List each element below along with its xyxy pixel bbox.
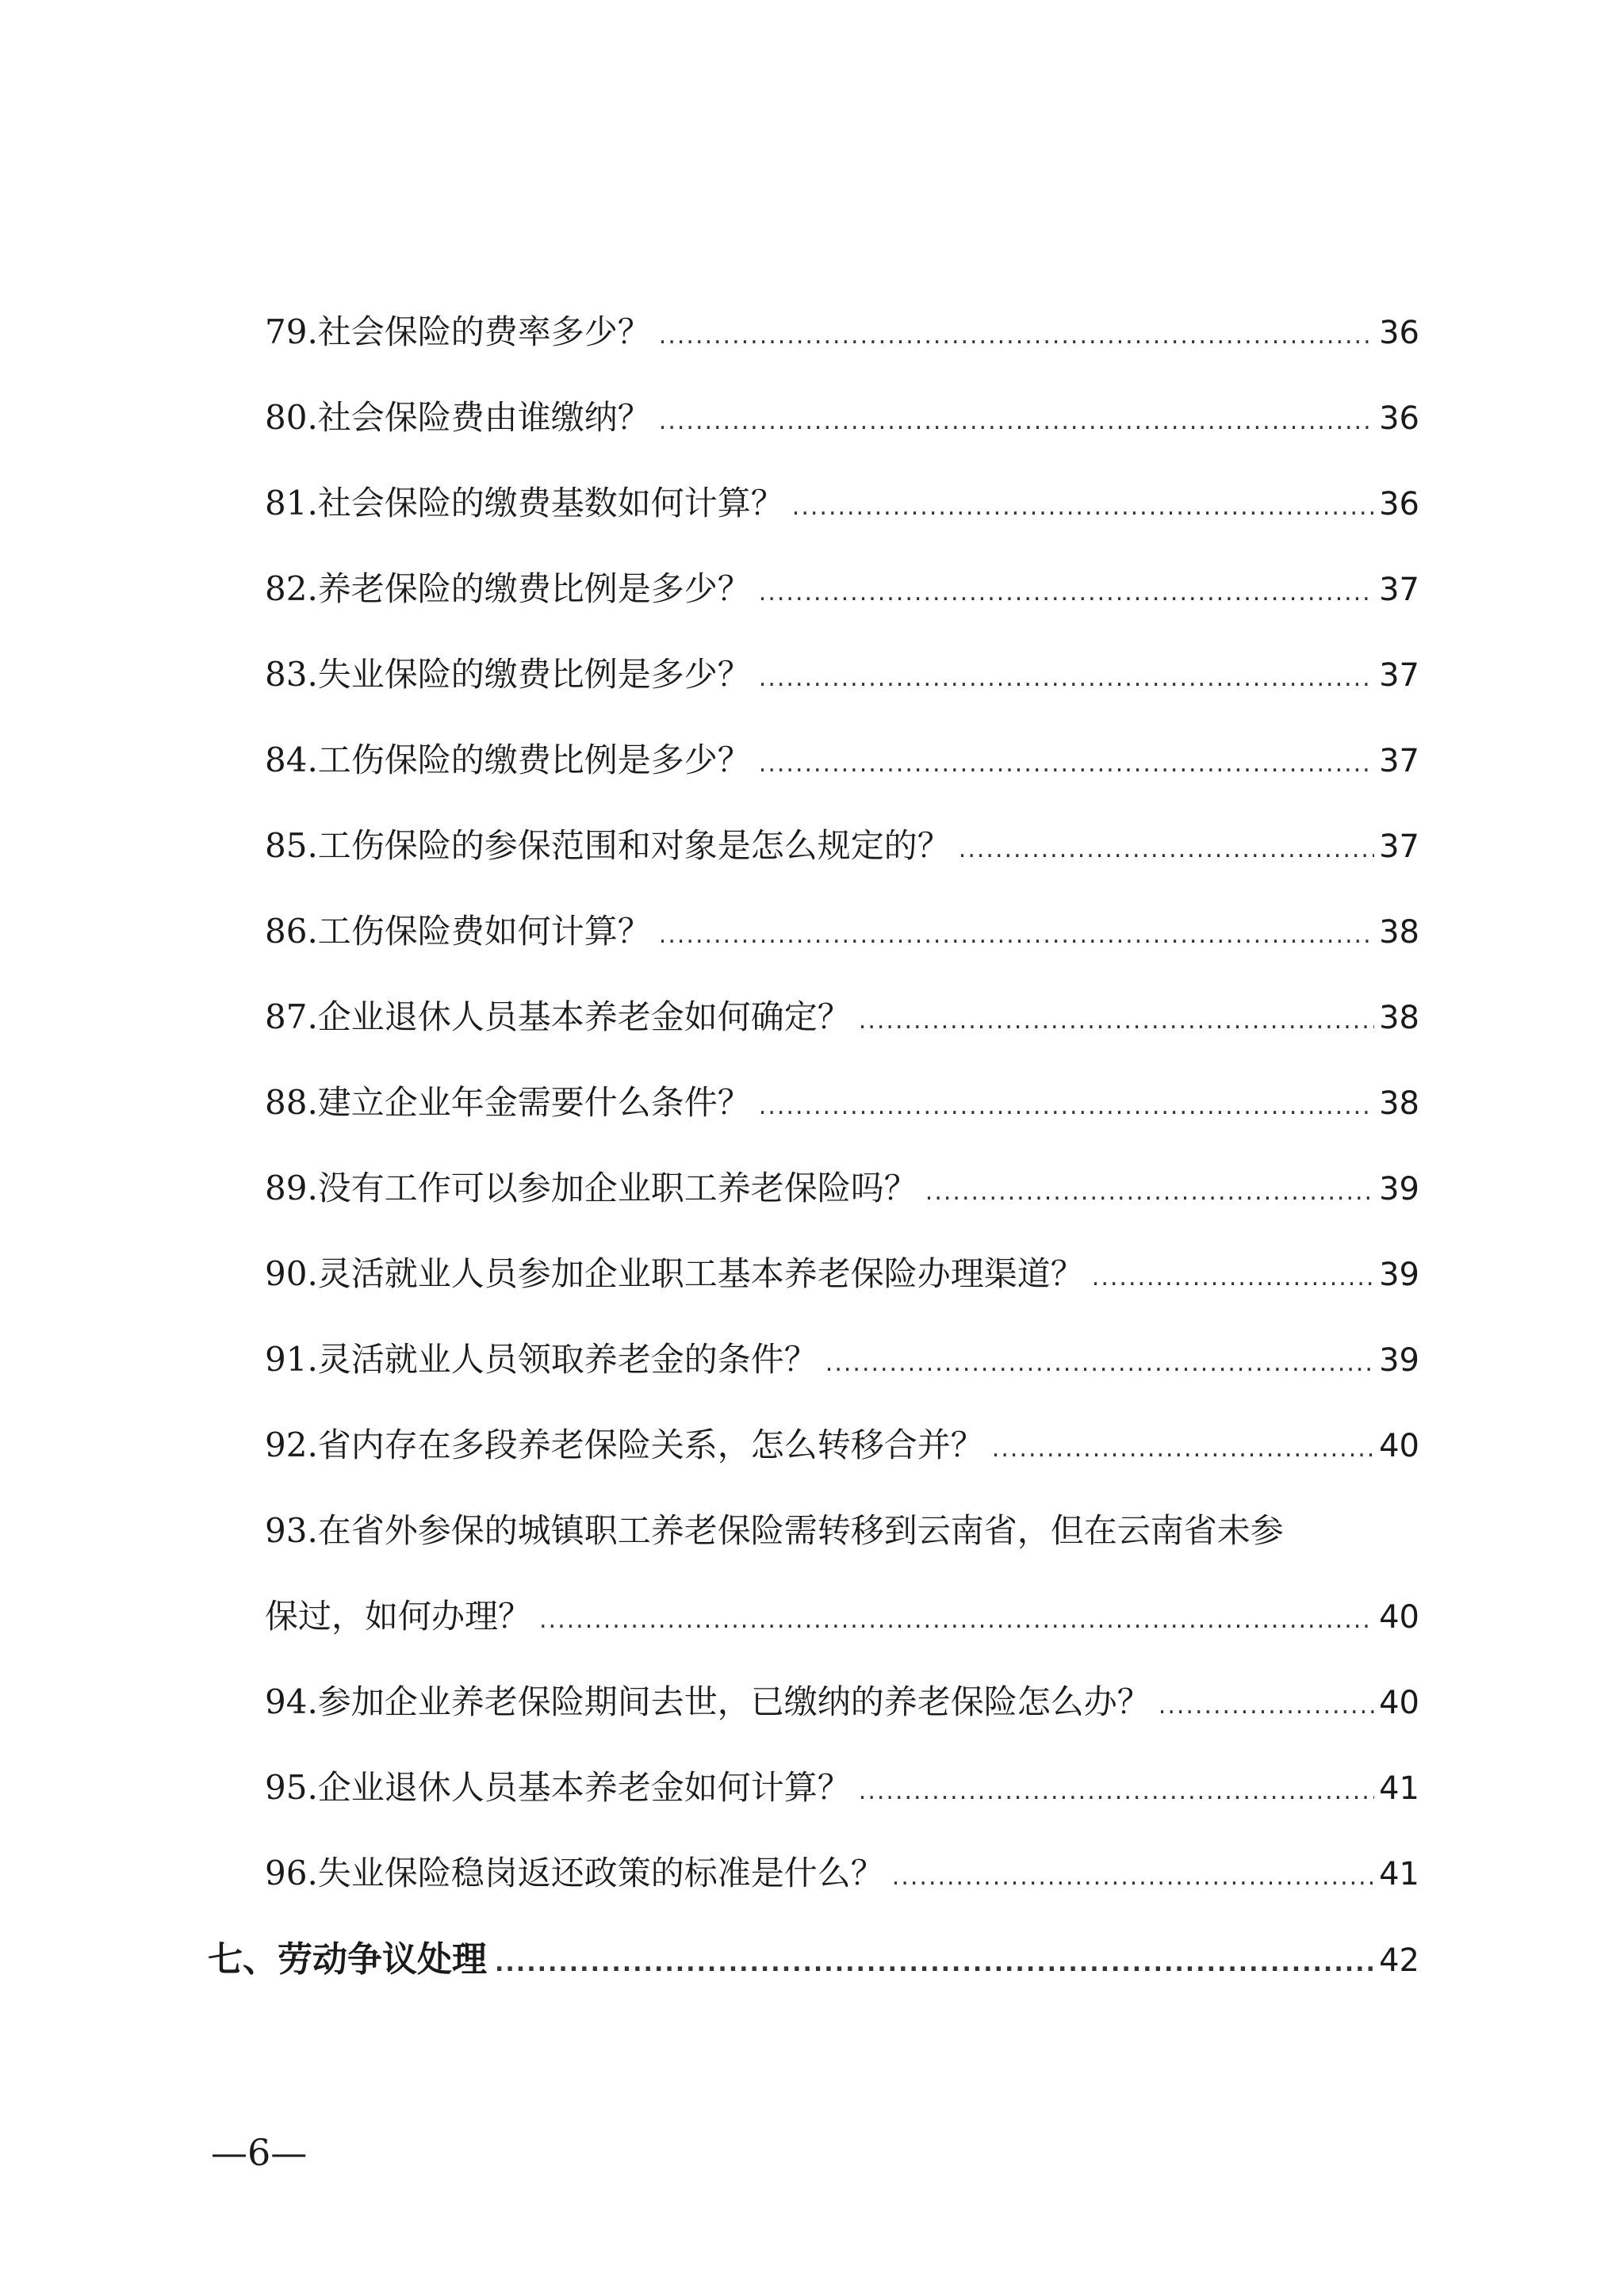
toc-page-number: 39 — [1379, 1342, 1419, 1379]
dot-leader — [859, 1001, 1374, 1034]
toc-entry-title: 80.社会保险费由谁缴纳？ — [265, 398, 651, 437]
toc-entry-title: 保过，如何办理？ — [265, 1597, 532, 1636]
dot-leader — [759, 658, 1374, 691]
toc-entry-title: 87.企业退休人员基本养老金如何确定？ — [265, 997, 851, 1036]
dot-leader — [792, 487, 1374, 520]
toc-entry-title: 92.省内存在多段养老保险关系，怎么转移合并？ — [265, 1425, 984, 1464]
page-number-footer: —6— — [211, 2131, 308, 2174]
dot-leader — [1159, 1686, 1374, 1719]
toc-page-number: 40 — [1379, 1428, 1419, 1464]
dot-leader — [539, 1600, 1374, 1633]
toc-page-number: 36 — [1379, 486, 1419, 522]
toc-page-number: 38 — [1379, 1000, 1419, 1036]
toc-page-number: 42 — [1379, 1942, 1419, 1979]
dot-leader — [992, 1429, 1374, 1462]
dot-leader — [659, 401, 1374, 434]
toc-entry-93-line1[interactable]: 93.在省外参保的城镇职工养老保险需转移到云南省，但在云南省未参 — [265, 1511, 1284, 1550]
toc-entry-85[interactable] — [265, 826, 1419, 865]
toc-page-number: 39 — [1379, 1171, 1419, 1207]
toc-page-number: 40 — [1379, 1685, 1419, 1721]
toc-page-number: 38 — [1379, 914, 1419, 951]
toc-entry-title: 83.失业保险的缴费比例是多少？ — [265, 655, 751, 694]
toc-entry-title: 94.参加企业养老保险期间去世，已缴纳的养老保险怎么办？ — [265, 1682, 1151, 1721]
dot-leader — [759, 744, 1374, 777]
dot-leader — [759, 1086, 1374, 1119]
toc-entry-90[interactable] — [265, 1254, 1419, 1293]
dot-leader — [925, 1172, 1374, 1205]
toc-page-number: 37 — [1379, 572, 1419, 608]
dot-leader — [959, 829, 1374, 863]
toc-entry-94[interactable] — [265, 1682, 1419, 1721]
toc-entry-92[interactable] — [265, 1425, 1419, 1464]
toc-entry-80[interactable] — [265, 398, 1419, 437]
toc-page-number: 37 — [1379, 657, 1419, 694]
toc-entry-title: 84.工伤保险的缴费比例是多少？ — [265, 740, 751, 779]
toc-entry-96[interactable] — [265, 1854, 1419, 1892]
toc-page-number: 36 — [1379, 400, 1419, 437]
dot-leader — [759, 572, 1374, 606]
toc-section-7[interactable] — [208, 1939, 1419, 1980]
dot-leader — [859, 1771, 1374, 1804]
toc-page-number: 41 — [1379, 1770, 1419, 1807]
toc-entry-title: 95.企业退休人员基本养老金如何计算？ — [265, 1768, 851, 1807]
toc-entry-83[interactable] — [265, 655, 1419, 694]
dot-leader — [825, 1343, 1374, 1376]
toc-entry-95[interactable] — [265, 1768, 1419, 1807]
toc-entry-title: 86.工伤保险费如何计算？ — [265, 912, 651, 951]
dot-leader — [1092, 1257, 1374, 1291]
toc-section-title: 七、劳动争议处理 — [208, 1939, 487, 1980]
toc-entry-title: 81.社会保险的缴费基数如何计算？ — [265, 484, 784, 522]
toc-entry-title: 88.建立企业年金需要什么条件？ — [265, 1083, 751, 1122]
toc-entry-88[interactable] — [265, 1083, 1419, 1122]
toc-entry-82[interactable] — [265, 569, 1419, 608]
toc-entry-89[interactable] — [265, 1169, 1419, 1207]
dot-leader — [659, 915, 1374, 948]
toc-entry-81[interactable] — [265, 484, 1419, 522]
toc-entry-title: 79.社会保险的费率多少？ — [265, 312, 651, 351]
toc-entry-title: 85.工伤保险的参保范围和对象是怎么规定的？ — [265, 826, 951, 865]
toc-entry-title: 82.养老保险的缴费比例是多少？ — [265, 569, 751, 608]
toc-entry-title: 89.没有工作可以参加企业职工养老保险吗？ — [265, 1169, 917, 1207]
toc-page-number: 36 — [1379, 315, 1419, 351]
toc-page-number: 37 — [1379, 743, 1419, 779]
toc-page-number: 40 — [1379, 1599, 1419, 1636]
toc-page-number: 38 — [1379, 1085, 1419, 1122]
toc-entry-93[interactable] — [265, 1597, 1419, 1636]
dot-leader — [659, 316, 1374, 349]
toc-entry-86[interactable] — [265, 912, 1419, 951]
toc-entry-title: 91.灵活就业人员领取养老金的条件？ — [265, 1340, 818, 1379]
toc-entry-title: 96.失业保险稳岗返还政策的标准是什么？ — [265, 1854, 884, 1892]
dot-leader — [495, 1942, 1374, 1977]
toc-entry-91[interactable] — [265, 1340, 1419, 1379]
toc-page-number: 37 — [1379, 828, 1419, 865]
toc-entry-84[interactable] — [265, 740, 1419, 779]
dot-leader — [892, 1857, 1374, 1890]
toc-page-number: 41 — [1379, 1856, 1419, 1892]
toc-entry-title: 90.灵活就业人员参加企业职工基本养老保险办理渠道？ — [265, 1254, 1084, 1293]
toc-page-number: 39 — [1379, 1257, 1419, 1293]
toc-entry-87[interactable] — [265, 997, 1419, 1036]
toc-entry-79[interactable] — [265, 312, 1419, 351]
